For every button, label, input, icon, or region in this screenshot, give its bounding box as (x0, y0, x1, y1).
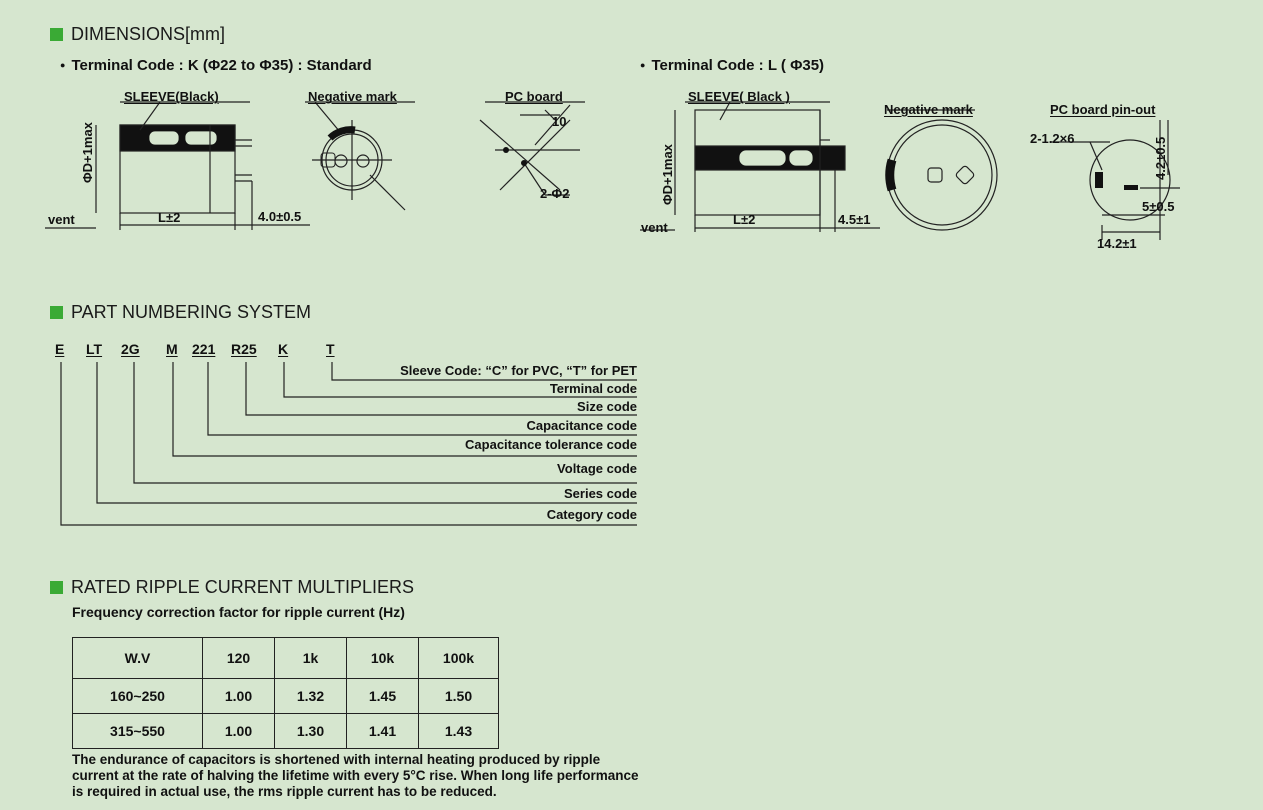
l-slot-label: 5±0.5 (1142, 199, 1175, 214)
desc-tolerance: Capacitance tolerance code (465, 437, 637, 452)
code-terminal: K (278, 341, 289, 357)
k-pc-board-label: PC board (505, 89, 563, 104)
l-length-label: L±2 (733, 212, 756, 227)
l-holes-label: 2-1.2×6 (1030, 131, 1075, 146)
table-cell: 1.43 (419, 714, 499, 749)
code-sleeve: T (326, 341, 335, 357)
k-length-label: L±2 (158, 210, 181, 225)
header-cell: 10k (347, 638, 419, 679)
table-cell: 1.50 (419, 679, 499, 714)
l-terminal-length-label: 4.5±1 (838, 212, 871, 227)
code-voltage: 2G (121, 341, 140, 357)
k-vent-label: vent (48, 212, 75, 227)
k-negative-mark-label: Negative mark (308, 89, 397, 104)
k-holes-label: 2-Φ2 (540, 186, 570, 201)
desc-capacitance: Capacitance code (526, 418, 637, 433)
table-header-row (73, 638, 499, 679)
desc-voltage: Voltage code (557, 461, 637, 476)
table-cell: 1.30 (275, 714, 347, 749)
ripple-heading (50, 577, 414, 598)
ripple-subtitle: Frequency correction factor for ripple current (Hz) (72, 604, 405, 620)
ripple-note: The endurance of capacitors is shortened with internal heating produced by ripple current at the rate of halving the lifetime with every 5°C rise. When long life performance is required in actual use, the rms ripple current has to be reduced. (72, 752, 639, 799)
header-cell: 100k (419, 638, 499, 679)
table-cell: 1.41 (347, 714, 419, 749)
ripple-table (72, 637, 499, 749)
table-cell: 315~550 (73, 714, 203, 749)
k-terminal-length-label: 4.0±0.5 (258, 209, 302, 224)
k-sleeve-label: SLEEVE(Black) (124, 89, 219, 104)
table-cell: 160~250 (73, 679, 203, 714)
k-diameter-label: ΦD+1max (80, 122, 95, 183)
code-size: R25 (231, 341, 257, 357)
ripple-title: RATED RIPPLE CURRENT MULTIPLIERS (71, 577, 415, 597)
l-pc-board-label: PC board pin-out (1050, 102, 1156, 117)
l-diameter-label: ΦD+1max (660, 144, 675, 205)
table-row (73, 679, 499, 714)
desc-category: Category code (546, 507, 637, 522)
code-capacitance: 221 (192, 341, 216, 357)
part-numbering-title: PART NUMBERING SYSTEM (71, 302, 312, 322)
section-marker-icon (50, 581, 63, 594)
table-row (73, 714, 499, 749)
header-cell: 120 (203, 638, 275, 679)
table-cell: 1.00 (203, 714, 275, 749)
l-negative-mark-label: Negative mark (884, 102, 973, 117)
desc-size: Size code (577, 399, 637, 414)
header-cell: W.V (73, 638, 203, 679)
k-spacing-label: 10 (552, 114, 567, 129)
l-sleeve-label: SLEEVE( Black ) (688, 89, 790, 104)
desc-terminal: Terminal code (549, 381, 637, 396)
l-pitch-label: 14.2±1 (1097, 236, 1137, 251)
table-cell: 1.32 (275, 679, 347, 714)
dimensions-title: DIMENSIONS[mm] (71, 24, 226, 44)
code-category: E (55, 341, 65, 357)
code-tolerance: M (166, 341, 178, 357)
terminal-k-title: ● Terminal Code : K (Φ22 to Φ35) : Standard (60, 57, 372, 74)
header-cell: 1k (275, 638, 347, 679)
table-cell: 1.00 (203, 679, 275, 714)
desc-sleeve: Sleeve Code: “C” for PVC, “T” for PET (400, 363, 637, 378)
l-vent-label: vent (641, 220, 668, 235)
l-offset-label: 4.2±0.5 (1153, 136, 1168, 180)
table-cell: 1.45 (347, 679, 419, 714)
code-series: LT (86, 341, 103, 357)
desc-series: Series code (564, 486, 637, 501)
terminal-l-title: ● Terminal Code : L ( Φ35) (640, 57, 824, 74)
